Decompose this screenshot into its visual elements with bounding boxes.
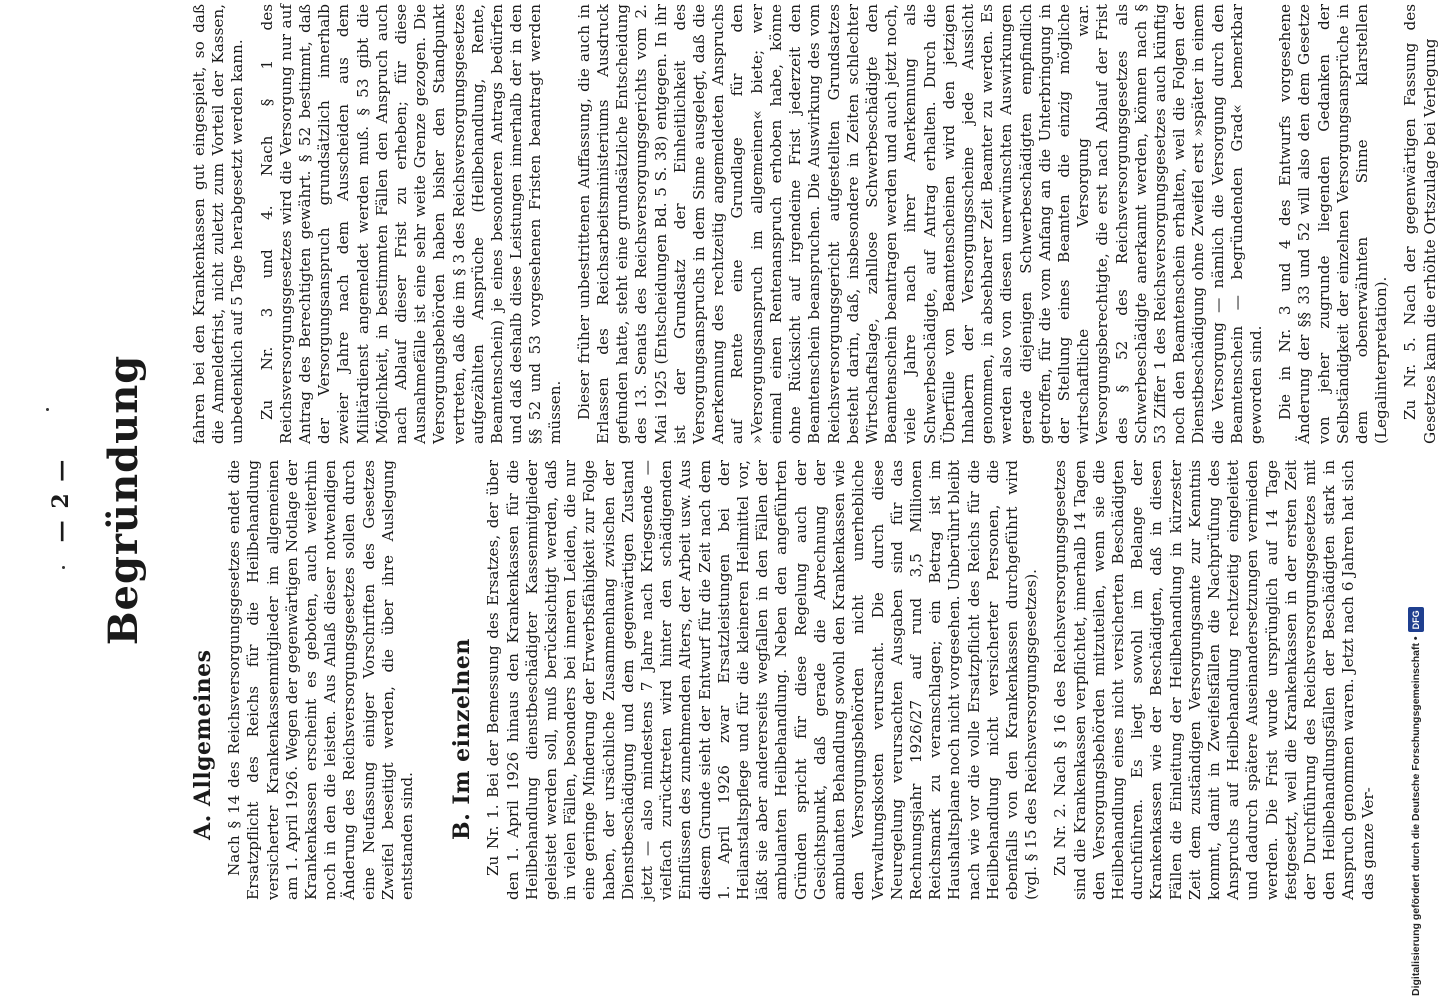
paragraph-right-4: Die in Nr. 3 und 4 des Entwurfs vorgesehene Änderung der §§ 33 und 52 will also den dem Gesetze von jeher zugrunde liegenden Gedanken der Selbständigkeit der einzelnen Versorgungsansprüche in dem obenerwähnten Sinne klarstellen (Legalinterpretation). <box>1276 4 1391 444</box>
right-column <box>190 4 1440 444</box>
digitization-note <box>1408 16 1428 996</box>
scan-speck <box>62 566 65 569</box>
section-heading-a: A. Allgemeines <box>190 649 216 840</box>
paragraph-right-2: Zu Nr. 3 und 4. Nach § 1 des Reichsversorgungsgesetzes wird die Versorgung nur auf Antrag des Berechtigten gewährt. § 52 bestimmt, daß der Versorgungsanspruch grundsätzlich innerhalb zweier Jahre nach dem Ausscheiden aus dem Militärdienst angemeldet werden muß. § 53 gibt die Möglichkeit, in bestimmten Fällen den Anspruch auch nach Ablauf dieser Frist zu erheben; für diese Ausnahmefälle ist eine sehr weite Grenze gezogen. Die Versorgungsbehörden haben bisher den Standpunkt vertreten, daß die im § 3 des Reichsversorgungsgesetzes aufgezählten Ansprüche (Heilbehandlung, Rente, Beamtenschein) je eines besonderen Antrags bedürfen und daß deshalb diese Leistungen innerhalb der in den §§ 52 und 53 vorgesehenen Fristen beantragt werden müssen. <box>257 4 564 444</box>
paragraph-b-1: Zu Nr. 1. Bei der Bemessung des Ersatzes, der über den 1. April 1926 hinaus den Krankenkassen für die Heilbehandlung dienstbeschädigter Kassenmitglieder geleistet werden soll, muß berücksichtigt werden, daß in vielen Fällen, besonders bei inneren Leiden, die nur eine geringe Minderung der Erwerbsfähigkeit zur Folge haben, der ursächliche Zusammenhang zwischen der Dienstbeschädigung und dem gegenwärtigen Zustand jetzt — also mindestens 7 Jahre nach Kriegsende — vielfach zurücktreten wird hinter den schädigenden Einflüssen des zunehmenden Alters, der Arbeit usw. Aus diesem Grunde sieht der Entwurf für die Zeit nach dem 1. April 1926 zwar Ersatzleistungen bei der Heilanstaltspflege und für die kleineren Heilmittel vor, läßt sie aber andererseits wegfallen in den Fällen der ambulanten Heilbehandlung. Neben den angeführten Gründen spricht für diese Regelung auch der Gesichtspunkt, daß gerade die Abrechnung der ambulanten Behandlung sowohl den Krankenkassen wie den Versorgungsbehörden nicht unerhebliche Verwaltungskosten verursacht. Die durch diese Neuregelung verursachten Ausgaben sind für das Rechnungsjahr 1926/27 auf rund 3,5 Millionen Reichsmark zu veranschlagen; ein Betrag ist im Haushaltsplane noch nicht vorgesehen. Unberührt bleibt nach wie vor die volle Ersatzpflicht des Reichs für die Heilbehandlung nicht versicherter Personen, die ebenfalls von den Krankenkassen durchgeführt wird (vgl. § 15 des Reichsversorgungsgesetzes). <box>484 460 1041 900</box>
paragraph-a-1: Nach § 14 des Reichsversorgungsgesetzes endet die Ersatzpflicht des Reichs für die Heilbehandlung versicherter Krankenkassenmitglieder im allgemeinen am 1. April 1926. Wegen der gegenwärtigen Notlage der Krankenkassen erscheint es geboten, auch weiterhin noch in den die leisten. Aus Anlaß dieser notwendigen Änderung des Reichsversorgungsgesetzes sollen durch eine Neufassung einiger Vorschriften des Gesetzes Zweifel beseitigt werden, die über ihre Auslegung entstanden sind. <box>225 460 417 900</box>
paragraph-b-2: Zu Nr. 2. Nach § 16 des Reichsversorgungsgesetzes sind die Krankenkassen verpflichtet, innerhalb 14 Tagen den Versorgungsbehörden mitzuteilen, wenn sie die Heilbehandlung eines nicht versicherten Beschädigten durchführen. Es liegt sowohl im Belange der Krankenkassen wie der Beschädigten, daß in diesen Fällen die Einleitung der Heilbehandlung in kürzester Zeit dem zuständigen Versorgungsamte zur Kenntnis kommt, damit in Zweifelsfällen die Nachprüfung des Anspruchs auf Heilbehandlung rechtzeitig eingeleitet und dadurch spätere Auseinandersetzungen vermieden werden. Die Frist wurde ursprünglich auf 14 Tage festgesetzt, weil die Krankenkassen in der ersten Zeit der Durchführung des Reichsversorgungsgesetzes mit den Heilbehandlungsfällen der Beschädigten stark in Anspruch genommen waren. Jetzt nach 6 Jahren hat sich das ganze Ver- <box>1051 460 1377 900</box>
paragraph-right-3: Dieser früher unbestrittenen Auffassung, die auch in Erlassen des Reichsarbeitsministeriums Ausdruck gefunden hatte, steht eine grundsätzliche Entscheidung des 13. Senats des Reichsversorgungsgerichts vom 2. Mai 1925 (Entscheidungen Bd. 5 S. 38) entgegen. In ihr ist der Grundsatz der Einheitlichkeit des Versorgungsanspruchs in dem Sinne ausgelegt, daß die Anerkennung des rechtzeitig angemeldeten Anspruchs auf Rente eine Grundlage für den »Versorgungsanspruch im allgemeinen« biete; wer einmal einen Rentenanspruch erhoben habe, könne ohne Rücksicht auf irgendeine Frist jederzeit den Beamtenschein beanspruchen. Die Auswirkung des vom Reichsversorgungsgericht aufgestellten Grundsatzes besteht darin, daß, insbesondere in Zeiten schlechter Wirtschaftslage, zahllose Schwerbeschädigte den Beamtenschein beantragen werden und auch jetzt noch, viele Jahre nach ihrer Anerkennung als Schwerbeschädigte, auf Antrag erhalten. Durch die Überfülle von Beamtenscheinen wird den jetzigen Inhabern der Versorgungsscheine jede Aussicht genommen, in absehbarer Zeit Beamter zu werden. Es werden also von diesen unerwünschten Auswirkungen gerade diejenigen Schwerbeschädigten empfindlich getroffen, für die vom Anfang an die Unterbringung in der Stellung eines Beamten die einzig mögliche wirtschaftliche Versorgung war. Versorgungsberechtigte, die erst nach Ablauf der Frist des § 52 des Reichsversorgungsgesetzes als Schwerbeschädigte anerkannt werden, können nach § 53 Ziffer 1 des Reichsversorgungsgesetzes auch künftig noch den Beamtenschein erhalten, weil die Folgen der Dienstbeschädigung ohne Zweifel erst »später in einem die Versorgung — nämlich die Versorgung durch den Beamtenschein — begründenden Grad« bemerkbar geworden sind. <box>574 4 1265 444</box>
funding-credit: Digitalisierung gefördert durch die Deutsche Forschungsgemeinschaft • <box>1410 636 1422 996</box>
section-heading-b: B. Im einzelnen <box>449 638 476 840</box>
scan-speck <box>46 408 49 411</box>
page-number: — 2 — <box>48 457 74 543</box>
paragraph-right-5: Zu Nr. 5. Nach der gegenwärtigen Fassung des Gesetzes kann die erhöhte Ortszulage bei Verlegung <box>1401 4 1439 444</box>
digitization-note-text <box>1408 36 1424 996</box>
paragraph-right-1: fahren bei den Krankenkassen gut eingespielt, so daß die Anmeldefrist, nicht zuletzt zum Vorteil der Kassen, unbedenklich auf 5 Tage herabgesetzt werden kann. <box>190 4 247 444</box>
left-column <box>190 460 1378 900</box>
dfg-logo: DFG <box>1408 607 1424 632</box>
document-title: Begründung <box>100 354 147 646</box>
